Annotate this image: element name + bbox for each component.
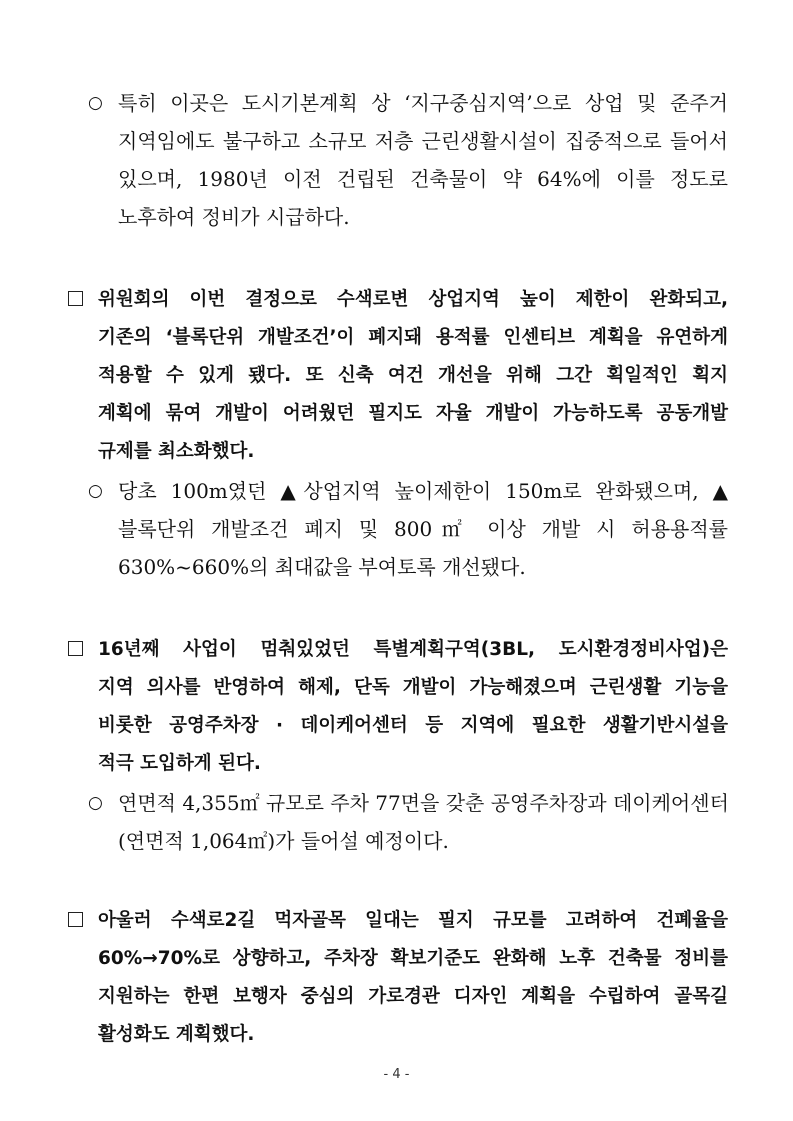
circle-bullet-icon: ○ (88, 481, 103, 501)
text-line: 적용할 수 있게 됐다. 또 신축 여건 개선을 위해 그간 획일적인 획지 (98, 365, 728, 386)
main-bullet-food-alley (68, 902, 728, 1054)
text-line: 기존의 ‘블록단위 개발조건’이 폐지돼 용적률 인센티브 계획을 유연하게 (98, 327, 728, 348)
checkbox-square-icon (68, 912, 83, 927)
sub-bullet-height-detail (88, 472, 728, 586)
sub-bullet-parking-daycare (88, 784, 728, 860)
text-line: 있으며, 1980년 이전 건립된 건축물이 약 64%에 이를 정도로 (118, 167, 728, 191)
text-line: 지원하는 한편 보행자 중심의 가로경관 디자인 계획을 수립하여 골목길 (98, 986, 728, 1007)
text-line: 특히 이곳은 도시기본계획 상 ‘지구중심지역’으로 상업 및 준주거 (118, 91, 728, 115)
text-line: 노후하여 정비가 시급하다. (118, 205, 350, 229)
text-line: 위원회의 이번 결정으로 수색로변 상업지역 높이 제한이 완화되고, (98, 289, 728, 310)
main-bullet-special-district (68, 631, 728, 783)
text-line: 지역 의사를 반영하여 해제, 단독 개발이 가능해졌으며 근린생활 기능을 (98, 677, 728, 698)
sub-bullet-district-status (88, 84, 728, 236)
text-line: 계획에 묶여 개발이 어려웠던 필지도 자율 개발이 가능하도록 공동개발 (98, 403, 728, 424)
text-line: 적극 도입하게 된다. (98, 753, 261, 774)
text-line: (연면적 1,064㎡)가 들어설 예정이다. (118, 829, 449, 853)
checkbox-square-icon (68, 291, 83, 306)
text-line: 16년째 사업이 멈춰있었던 특별계획구역(3BL, 도시환경정비사업)은 (98, 639, 728, 660)
text-line: 비롯한 공영주차장 · 데이케어센터 등 지역에 필요한 생활기반시설을 (98, 715, 728, 736)
text-line: 630%~660%의 최대값을 부여토록 개선됐다. (118, 555, 526, 579)
page-number: - 4 - (383, 1067, 410, 1082)
circle-bullet-icon: ○ (88, 793, 103, 813)
text-line: 블록단위 개발조건 폐지 및 800㎡ 이상 개발 시 허용용적률 (118, 517, 728, 541)
text-line: 규제를 최소화했다. (98, 441, 255, 462)
text-line: 아울러 수색로2길 먹자골목 일대는 필지 규모를 고려하여 건폐율을 (98, 910, 728, 931)
text-line: 활성화도 계획했다. (98, 1024, 255, 1045)
text-line: 연면적 4,355㎡ 규모로 주차 77면을 갖춘 공영주차장과 데이케어센터 (118, 791, 729, 815)
text-line: 60%→70%로 상향하고, 주차장 확보기준도 완화해 노후 건축물 정비를 (98, 948, 728, 969)
checkbox-square-icon (68, 641, 83, 656)
text-line: 지역임에도 불구하고 소규모 저층 근린생활시설이 집중적으로 들어서 (118, 129, 728, 153)
circle-bullet-icon: ○ (88, 93, 103, 113)
text-line: 당초 100m였던 ▲상업지역 높이제한이 150m로 완화됐으며, ▲ (118, 479, 728, 503)
main-bullet-height-limit (68, 281, 728, 471)
